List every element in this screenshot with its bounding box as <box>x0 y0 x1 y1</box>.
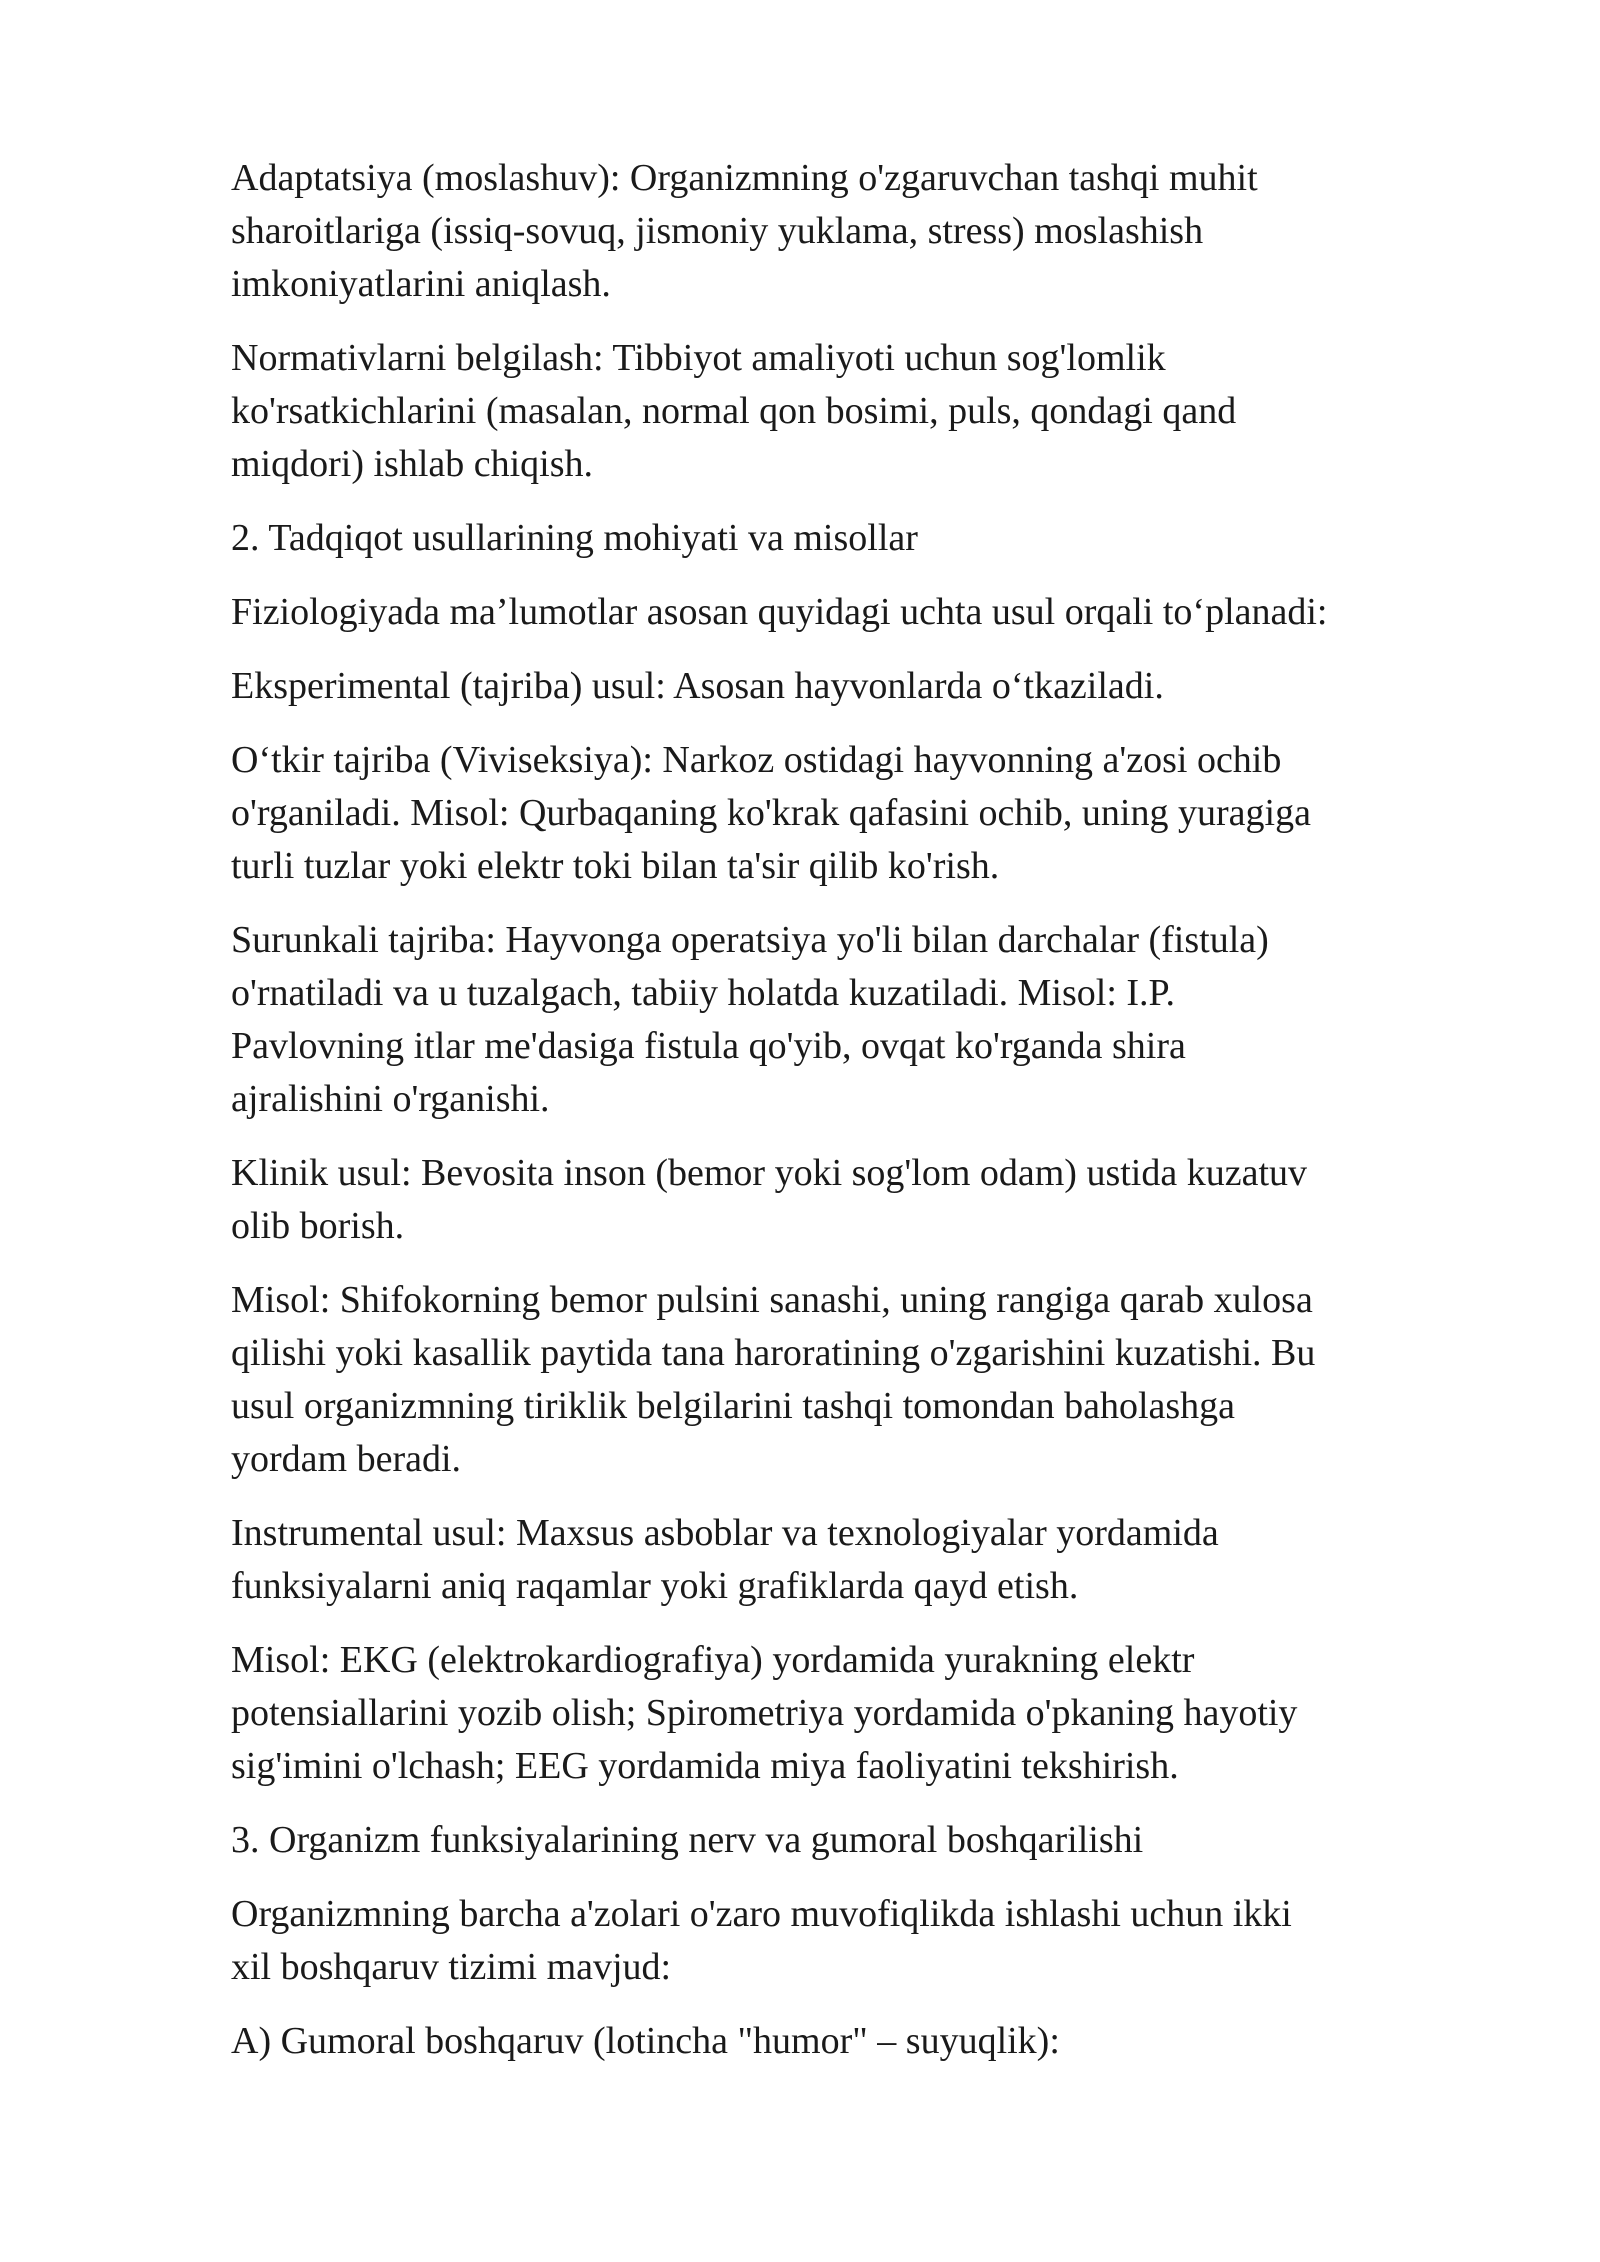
paragraph-normativlar: Normativlarni belgilash: Tibbiyot amaliyoti uchun sog'lomlik ko'rsatkichlarini (masalan, normal qon bosimi, puls, qondagi qand miqdori) ishlab chiqish. <box>231 337 1237 485</box>
document-body <box>231 152 1481 2089</box>
section-heading-2: 2. Tadqiqot usullarining mohiyati va misollar <box>231 517 918 559</box>
paragraph-clinical-example: Misol: Shifokorning bemor pulsini sanashi, uning rangiga qarab xulosa qilishi yoki kasallik paytida tana haroratining o'zgarishini kuzatishi. Bu usul organizmning tiriklik belgilarini tashqi tomondan baholashga yordam beradi. <box>231 1279 1316 1480</box>
paragraph-adaptatsiya: Adaptatsiya (moslashuv): Organizmning o'zgaruvchan tashqi muhit sharoitlariga (issiq-sovuq, jismoniy yuklama, stress) moslashish imkoniyatlarini aniqlash. <box>231 157 1258 305</box>
paragraph-experimental: Eksperimental (tajriba) usul: Asosan hayvonlarda o‘tkaziladi. <box>231 665 1164 707</box>
paragraph-instrumental: Instrumental usul: Maxsus asboblar va texnologiyalar yordamida funksiyalarni aniq raqamlar yoki grafiklarda qayd etish. <box>231 1512 1219 1607</box>
paragraph-clinical: Klinik usul: Bevosita inson (bemor yoki sog'lom odam) ustida kuzatuv olib borish. <box>231 1152 1308 1247</box>
paragraph-acute-experiment: O‘tkir tajriba (Viviseksiya): Narkoz ostidagi hayvonning a'zosi ochib o'rganiladi. Misol: Qurbaqaning ko'krak qafasini ochib, uning yuragiga turli tuzlar yoki elektr toki bilan ta'sir qilib ko'rish. <box>231 739 1311 887</box>
paragraph-humoral: A) Gumoral boshqaruv (lotincha "humor" – suyuqlik): <box>231 2020 1060 2062</box>
paragraph-instrumental-example: Misol: EKG (elektrokardiografiya) yordamida yurakning elektr potensiallarini yozib olish; Spirometriya yordamida o'pkaning hayotiy sig'imini o'lchash; EEG yordamida miya faoliyatini tekshirish. <box>231 1639 1298 1787</box>
section-heading-3: 3. Organizm funksiyalarining nerv va gumoral boshqarilishi <box>231 1819 1144 1861</box>
paragraph-intro-methods: Fiziologiyada ma’lumotlar asosan quyidagi uchta usul orqali to‘planadi: <box>231 591 1328 633</box>
paragraph-chronic-experiment: Surunkali tajriba: Hayvonga operatsiya yo'li bilan darchalar (fistula) o'rnatiladi va u tuzalgach, tabiiy holatda kuzatiladi. Misol: I.P. Pavlovning itlar me'dasiga fistula qo'yib, ovqat ko'rganda shira ajralishini o'rganishi. <box>231 919 1269 1120</box>
paragraph-regulation-intro: Organizmning barcha a'zolari o'zaro muvofiqlikda ishlashi uchun ikki xil boshqaruv tizimi mavjud: <box>231 1893 1292 1988</box>
